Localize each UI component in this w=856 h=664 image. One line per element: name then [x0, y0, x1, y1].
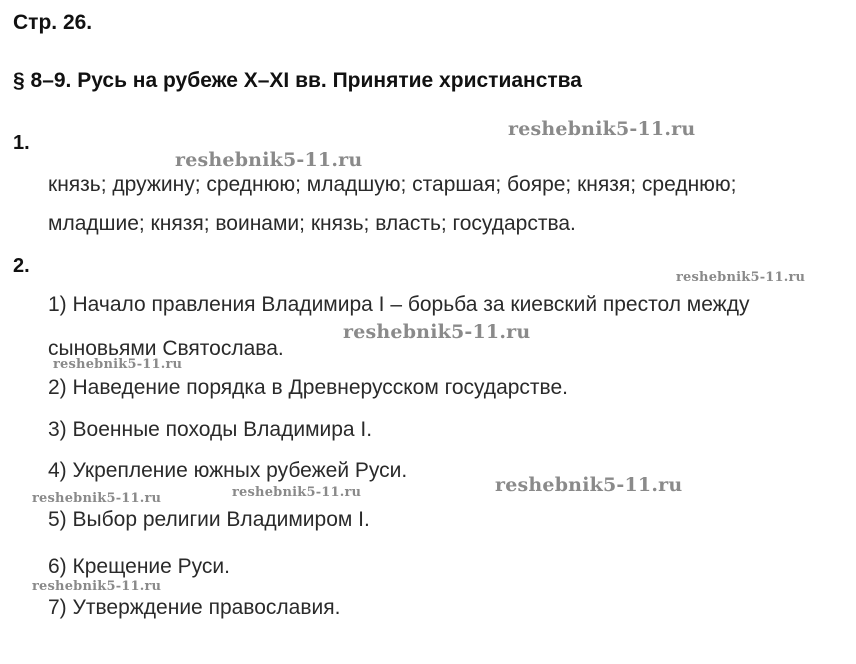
watermark-text: reshebnik5-11.ru [32, 579, 162, 594]
watermark-text: reshebnik5-11.ru [676, 270, 806, 285]
task-2-item-1: 1) Начало правления Владимира I – борьба за киевский престол между [48, 293, 750, 316]
task-2-item-2: 2) Наведение порядка в Древнерусском государстве. [48, 376, 568, 399]
watermark-text: reshebnik5-11.ru [508, 118, 696, 140]
task-2-item-5: 5) Выбор религии Владимиром I. [48, 508, 370, 531]
task-2-item-1-continued: сыновьями Святослава. [48, 337, 284, 360]
task-1-answer-line-2: младшие; князя; воинами; князь; власть; государства. [48, 212, 576, 235]
task-1-answer-line-1: князь; дружину; среднюю; младшую; старшая; бояре; князя; среднюю; [48, 173, 737, 196]
page-label: Стр. 26. [13, 11, 93, 34]
task-1-number: 1. [13, 132, 30, 154]
task-2-item-6: 6) Крещение Руси. [48, 555, 230, 578]
task-2-item-3: 3) Военные походы Владимира I. [48, 418, 373, 441]
watermark-text: reshebnik5-11.ru [53, 357, 183, 372]
task-2-item-4: 4) Укрепление южных рубежей Руси. [48, 459, 408, 482]
watermark-text: reshebnik5-11.ru [32, 491, 162, 506]
section-title: § 8–9. Русь на рубеже X–XI вв. Принятие христианства [13, 69, 582, 92]
watermark-text: reshebnik5-11.ru [175, 149, 363, 171]
watermark-text: reshebnik5-11.ru [232, 485, 362, 500]
task-2-number: 2. [13, 255, 30, 277]
watermark-text: reshebnik5-11.ru [495, 474, 683, 496]
task-2-item-7: 7) Утверждение православия. [48, 596, 341, 619]
watermark-text: reshebnik5-11.ru [343, 321, 531, 343]
